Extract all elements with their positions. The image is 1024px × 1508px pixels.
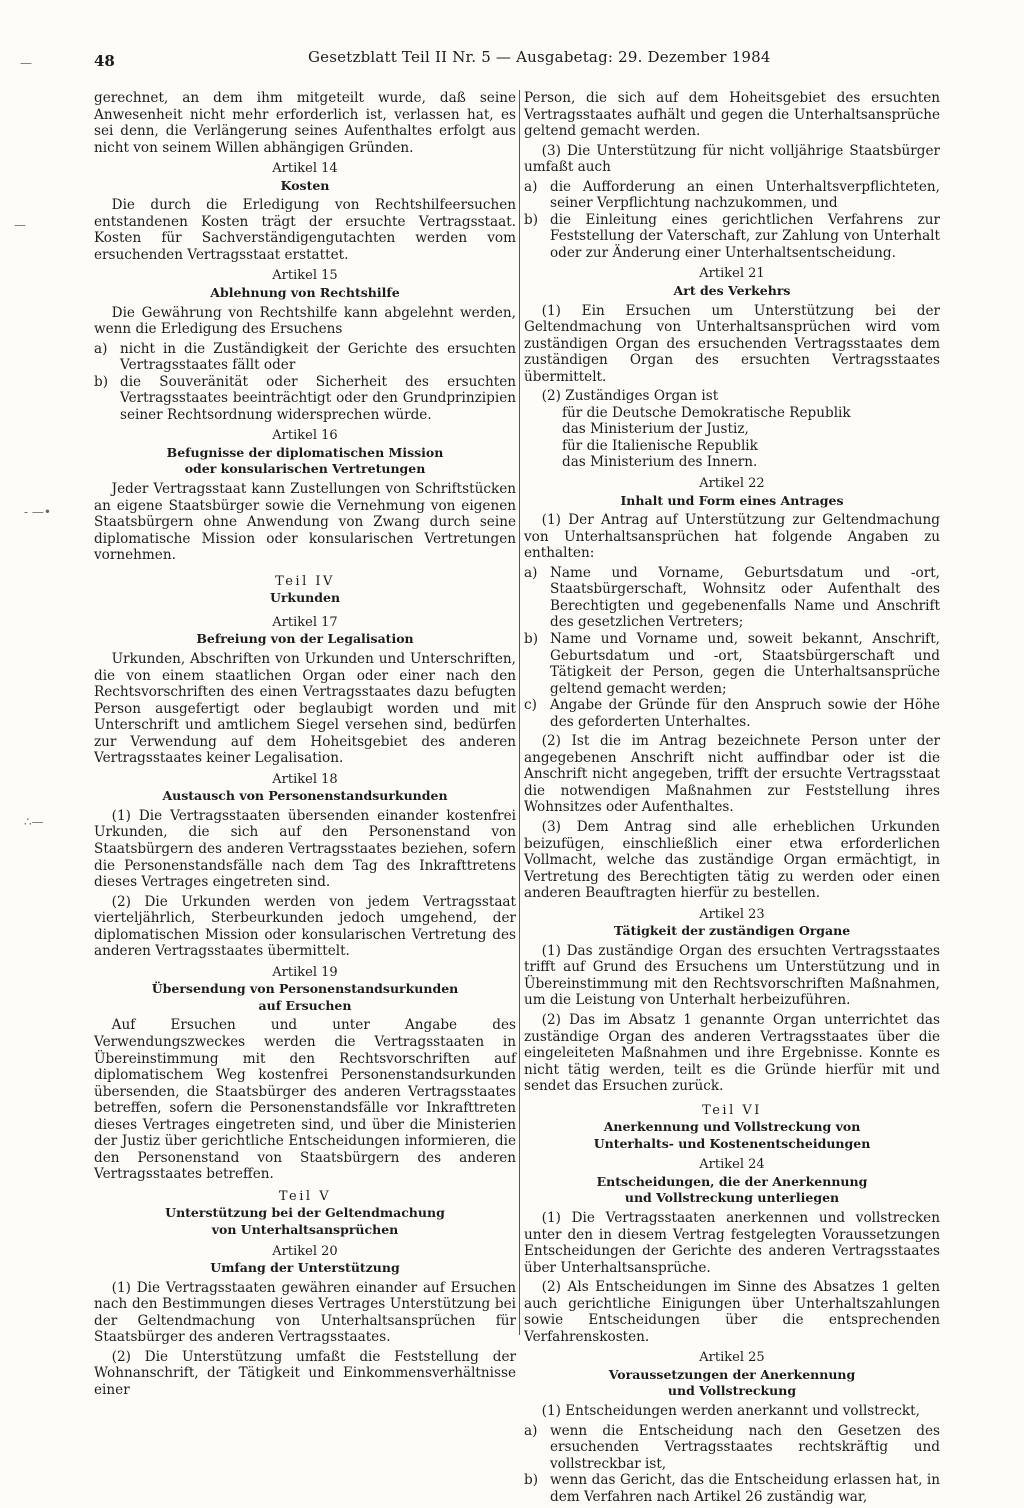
article-heading: Artikel 25 [699, 1350, 765, 1366]
list-item: a) wenn die Entscheidung nach den Gesetzen des ersuchenden Vertragsstaates rechtskräftig und vollstreckbar ist, [524, 1422, 940, 1472]
article-title: Entscheidungen, die der Anerkennung [596, 1173, 868, 1189]
list [524, 179, 940, 262]
paragraph: Die Gewährung von Rechtshilfe kann abgelehnt werden, wenn die Erledigung des Ersuchens [94, 304, 516, 338]
article-title: Voraussetzungen der Anerkennung [608, 1366, 856, 1382]
margin-mark: — [14, 218, 26, 232]
part-title: Unterhalts- und Kostenentscheidungen [593, 1135, 871, 1151]
paragraph: (2) Die Urkunden werden von jedem Vertragsstaat vierteljährlich, Sterbeurkunden jedoch umgehend, der diplomatischen Mission oder konsularischen Vertretung des anderen Vertragsstaates übermittelt. [94, 893, 516, 960]
paragraph: gerechnet, an dem ihm mitgeteilt wurde, daß seine Anwesenheit nicht mehr erforderlich ist, verlassen hat, es sei denn, die Verlängerung seines Aufenthaltes erfolgt aus nicht von seinem Willen abhängigen Gründen. [94, 90, 516, 156]
article-title: Kosten [280, 177, 330, 193]
page-number: 48 [94, 52, 115, 70]
article-title: Umfang der Unterstützung [210, 1260, 400, 1276]
part-heading: Teil IV [275, 573, 335, 589]
list-item: a) nicht in die Zuständigkeit der Gerichte des ersuchten Vertragsstaates fällt oder [94, 340, 516, 374]
article-title: oder konsularischen Vertretungen [184, 461, 426, 477]
paragraph: (1) Das zuständige Organ des ersuchten Vertragsstaates trifft auf Grund des Ersuchens um Unterstützung und in Übereinstimmung mit den Rechtsvorschriften Maßnahmen, um die Leistung von Unterhalt herbeizuführen. [524, 942, 940, 1009]
paragraph: Jeder Vertragsstaat kann Zustellungen von Schriftstücken an eigene Staatsbürger sowie die Vernehmung von eigenen Staatsbürgern ohne Anwendung von Zwang durch seine diplomatische Mission oder konsularischen Vertretungen vornehmen. [94, 481, 516, 564]
part-title: von Unterhaltsansprüchen [211, 1222, 399, 1237]
list-item: a) die Aufforderung an einen Unterhaltsverpflichteten, seiner Verpflichtung nachzukommen, und [524, 178, 940, 212]
left-column [94, 90, 516, 1401]
article-heading: Artikel 23 [699, 906, 765, 922]
paragraph: Auf Ersuchen und unter Angabe des Verwendungszweckes werden die Vertragsstaaten in Übereinstimmung mit den Rechtsvorschriften auf diplomatischem Weg kostenfrei Personenstandsurkunden übersenden, die Staatsbürger des anderen Vertragsstaates betreffen, sofern die Personenstandsfälle vor Inkrafttreten dieses Vertrages eingetreten sind, und über die Ministerien der Justiz über gerichtliche Entscheidungen informieren, die den Personenstand von Staatsbürgern des anderen Vertragsstaates betreffen. [94, 1017, 516, 1183]
indented-line: für die Deutsche Demokratische Republik [562, 404, 851, 421]
column-divider [519, 90, 520, 1335]
article-heading: Artikel 15 [272, 268, 338, 284]
paragraph: (3) Die Unterstützung für nicht volljährige Staatsbürger umfaßt auch [524, 142, 940, 176]
list-item: b) die Einleitung eines gerichtlichen Verfahrens zur Feststellung der Vaterschaft, zur Zahlung von Unterhalt oder zur Änderung einer Unterhaltsentscheidung. [524, 211, 940, 261]
article-heading: Artikel 19 [272, 964, 338, 980]
paragraph: (1) Ein Ersuchen um Unterstützung bei der Geltendmachung von Unterhaltsansprüchen wird vom zuständigen Organ des ersuchenden Vertragsstaates dem zuständigen Organ des ersuchten Vertragsstaates übermittelt. [524, 302, 940, 385]
part-title: Unterstützung bei der Geltendmachung [165, 1205, 445, 1221]
article-title: Art des Verkehrs [673, 283, 791, 299]
list [524, 1423, 940, 1506]
list [524, 565, 940, 730]
article-title: Ablehnung von Rechtshilfe [210, 285, 400, 301]
article-heading: Artikel 22 [699, 476, 765, 492]
list [94, 341, 516, 424]
article-heading: Artikel 14 [272, 161, 338, 177]
list-item: b) die Souveränität oder Sicherheit des ersuchten Vertragsstaates beeinträchtigt oder den Grundprinzipien seiner Rechtsordnung widersprechen würde. [94, 373, 516, 423]
list-item: b) Name und Vorname und, soweit bekannt, Anschrift, Geburtsdatum und -ort, Staatsbürgerschaft und Tätigkeit der Person, gegen die Unterhaltsansprüche geltend gemacht werden; [524, 630, 940, 697]
article-heading: Artikel 16 [272, 428, 338, 444]
part-heading: Teil V [278, 1188, 332, 1204]
article-title: Austausch von Personenstandsurkunden [162, 788, 448, 804]
paragraph: (2) Als Entscheidungen im Sinne des Absatzes 1 gelten auch gerichtliche Einigungen über Unterhaltszahlungen sowie Entscheidungen über die entsprechenden Verfahrenskosten. [524, 1279, 940, 1345]
paragraph: (1) Die Vertragsstaaten gewähren einander auf Ersuchen nach den Bestimmungen dieses Vertrages Unterstützung bei der Geltendmachung von Unterhaltsansprüchen für Staatsbürger des anderen Vertragsstaates. [94, 1279, 516, 1346]
article-title: Inhalt und Form eines Antrages [620, 492, 844, 508]
article-title: und Vollstreckung [667, 1383, 797, 1399]
margin-mark: ∴— [24, 815, 44, 829]
paragraph: (1) Die Vertragsstaaten anerkennen und vollstrecken unter den in diesem Vertrag festgelegten Voraussetzungen Entscheidungen der Gerichte des anderen Vertragsstaates über Unterhaltsansprüche. [524, 1210, 940, 1276]
list-item: a) Name und Vorname, Geburtsdatum und -ort, Staatsbürgerschaft, Wohnsitz oder Aufenthalt des Berechtigten und gegebenenfalls Name und Anschrift des gesetzlichen Vertreters; [524, 564, 940, 631]
paragraph: (1) Die Vertragsstaaten übersenden einander kostenfrei Urkunden, die sich auf den Personenstand von Staatsbürgern des anderen Vertragsstaates beziehen, sofern die Personenstandsfälle nach dem Tag des Inkrafttretens dieses Vertrages eingetreten sind. [94, 807, 516, 891]
paragraph: (2) Das im Absatz 1 genannte Organ unterrichtet das zuständige Organ des anderen Vertragsstaates über die eingeleiteten Maßnahmen und ihre Ergebnisse. Konnte es nicht tätig werden, teilt es die Gründe hierfür mit und sendet das Ersuchen zurück. [524, 1011, 940, 1095]
indented-line: für die Italienische Republik [562, 437, 758, 454]
paragraph: (3) Dem Antrag sind alle erheblichen Urkunden beizufügen, einschließlich einer etwa erforderlichen Vollmacht, welche das zuständige Organ ermächtigt, in Vertretung des Berechtigten tätig zu werden oder einen anderen Beauftragten hierfür zu bestellen. [524, 818, 940, 902]
article-title: und Vollstreckung unterliegen [624, 1190, 840, 1206]
right-column [524, 90, 940, 1508]
article-heading: Artikel 20 [272, 1243, 338, 1259]
part-title: Urkunden [269, 590, 341, 606]
paragraph: Die durch die Erledigung von Rechtshilfeersuchen entstandenen Kosten trägt der ersuchte Vertragsstaat. Kosten für Sachverständigengutachten werden vom ersuchenden Vertragsstaat erstattet. [94, 197, 516, 263]
article-title: auf Ersuchen [258, 997, 352, 1013]
article-heading: Artikel 17 [272, 614, 338, 630]
list-item: b) wenn das Gericht, das die Entscheidung erlassen hat, in dem Verfahren nach Artikel 26 zuständig war, [524, 1472, 940, 1505]
article-heading: Artikel 24 [699, 1157, 765, 1173]
paragraph: (2) Die Unterstützung umfaßt die Feststellung der Wohnanschrift, der Tätigkeit und Einkommensverhältnisse einer [94, 1348, 516, 1398]
article-heading: Artikel 18 [272, 771, 338, 787]
indented-line: das Ministerium des Innern. [562, 454, 758, 471]
article-title: Tätigkeit der zuständigen Organe [613, 923, 851, 939]
paragraph: (2) Zuständiges Organ ist [541, 388, 719, 405]
paragraph: Urkunden, Abschriften von Urkunden und Unterschriften, die von einem staatlichen Organ oder einer nach den Rechtsvorschriften des einen Vertragsstaates dazu befugten Person ausgefertigt oder beglaubigt worden und mit Unterschrift und amtlichem Siegel versehen sind, bedürfen zur Verwendung auf dem Hoheitsgebiet des anderen Vertragsstaates keiner Legalisation. [94, 650, 516, 767]
margin-mark: - —• [24, 505, 51, 519]
article-title: Übersendung von Personenstandsurkunden [151, 981, 459, 997]
page-header-title: Gesetzblatt Teil II Nr. 5 — Ausgabetag: 29. Dezember 1984 [308, 48, 771, 66]
part-title: Anerkennung und Vollstreckung von [603, 1119, 861, 1135]
margin-mark: — [20, 56, 32, 70]
article-title: Befreiung von der Legalisation [196, 631, 414, 647]
article-heading: Artikel 21 [699, 266, 765, 282]
paragraph: Person, die sich auf dem Hoheitsgebiet des ersuchten Vertragsstaates aufhält und gegen die Unterhaltsansprüche geltend gemacht werden. [524, 90, 940, 140]
paragraph: (1) Der Antrag auf Unterstützung zur Geltendmachung von Unterhaltsansprüchen hat folgende Angaben zu enthalten: [524, 512, 940, 562]
list-item: c) Angabe der Gründe für den Anspruch sowie der Höhe des geforderten Unterhaltes. [524, 697, 940, 730]
paragraph: (1) Entscheidungen werden anerkannt und vollstreckt, [541, 1403, 920, 1420]
paragraph: (2) Ist die im Antrag bezeichnete Person unter der angegebenen Anschrift nicht auffindbar oder ist die Anschrift nicht angegeben, trifft der ersuchte Vertragsstaat die notwendigen Maßnahmen zur Feststellung ihres Wohnsitzes oder Aufenthaltes. [524, 733, 940, 816]
indented-line: das Ministerium der Justiz, [562, 421, 749, 438]
part-heading: Teil VI [702, 1102, 762, 1118]
article-title: Befugnisse der diplomatischen Mission [166, 444, 444, 460]
